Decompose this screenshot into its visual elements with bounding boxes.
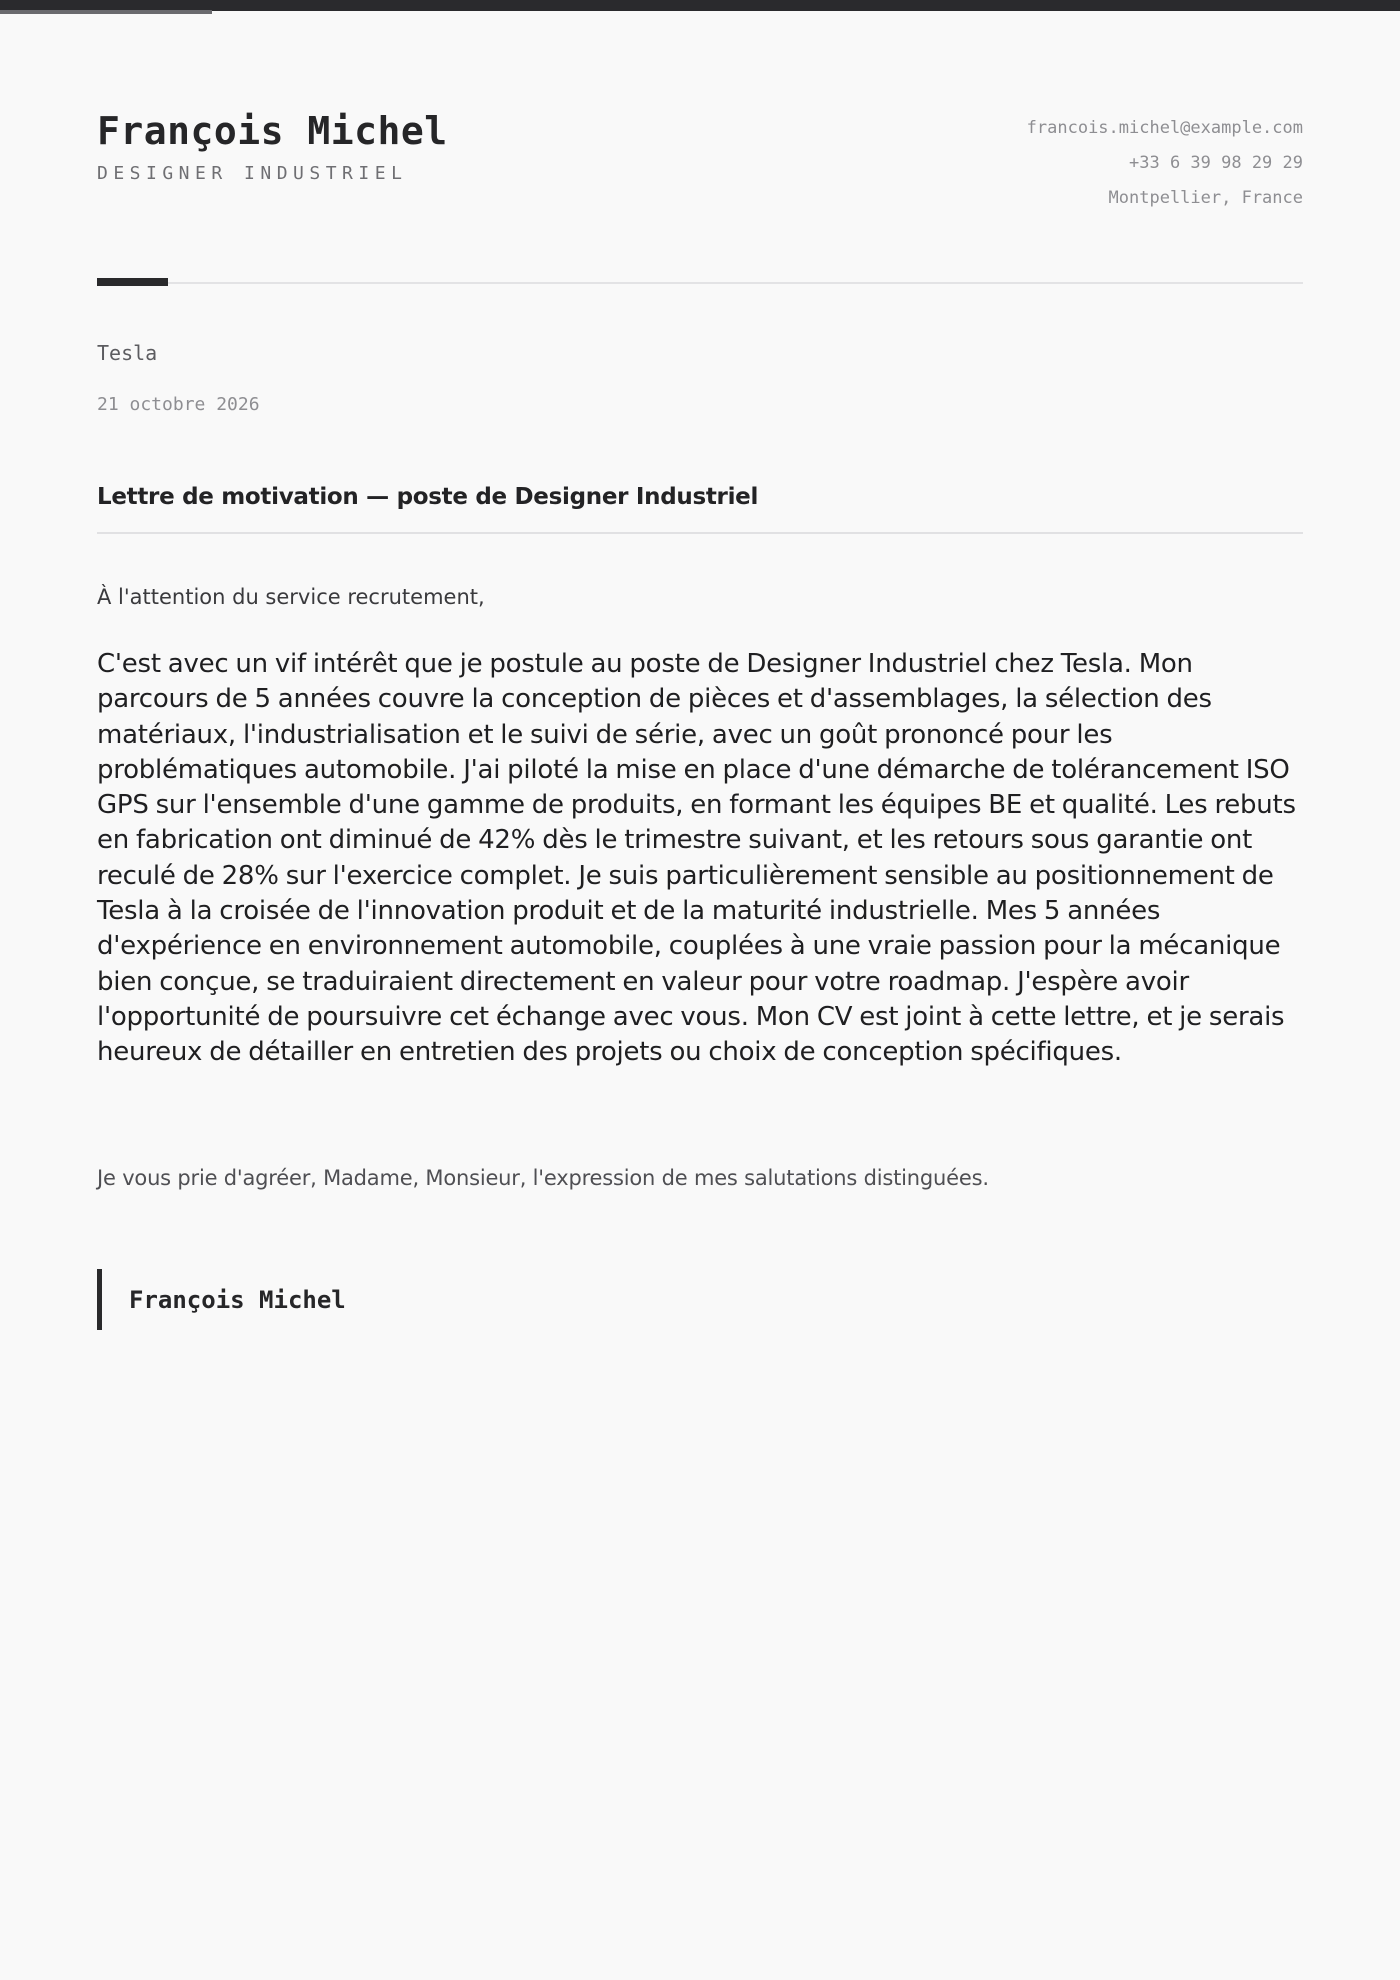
closing: Je vous prie d'agréer, Madame, Monsieur, l'expression de mes salutations distinguées.	[97, 1166, 989, 1190]
letter-body: C'est avec un vif intérêt que je postule au poste de Designer Industriel chez Tesla. Mon parcours de 5 années couvre la conception de pièces et d'assemblages, la sélection des matériaux, l'industrialisation et le suivi de série, avec un goût prononcé pour les problématiques automobile. J'ai piloté la mise en place d'une démarche de tolérancement ISO GPS sur l'ensemble d'une gamme de produits, en formant les équipes BE et qualité. Les rebuts en fabrication ont diminué de 42% dès le trimestre suivant, et les retours sous garantie ont reculé de 28% sur l'exercice complet. Je suis particulièrement sensible au positionnement de Tesla à la croisée de l'innovation produit et de la maturité industrielle. Mes 5 années d'expérience en environnement automobile, couplées à une vraie passion pour la mécanique bien conçue, se traduiraient directement en valeur pour votre roadmap. J'espère avoir l'opportunité de poursuivre cet échange avec vous. Mon CV est joint à cette lettre, et je serais heureux de détailler en entretien des projets ou choix de conception spécifiques.	[97, 649, 1296, 1068]
contact-email: francois.michel@example.com	[1026, 118, 1303, 138]
recipient: Tesla	[97, 341, 158, 365]
contact-block	[1027, 111, 1303, 216]
header-divider	[168, 282, 1303, 284]
letter-subject: Lettre de motivation — poste de Designer Industriel	[97, 484, 759, 510]
signature-name: François Michel	[129, 1285, 346, 1314]
contact-location: Montpellier, France	[1108, 188, 1303, 208]
header-divider-accent	[97, 278, 168, 286]
sender-role: DESIGNER INDUSTRIEL	[97, 163, 408, 184]
sender-name: François Michel	[97, 109, 448, 153]
subject-divider	[97, 532, 1303, 534]
contact-phone: +33 6 39 98 29 29	[1129, 153, 1303, 173]
top-bar-progress	[0, 10, 212, 14]
salutation: À l'attention du service recrutement,	[97, 585, 485, 609]
letter-date: 21 octobre 2026	[97, 394, 260, 415]
letter-header	[97, 105, 1303, 215]
signature-block	[97, 1269, 346, 1330]
